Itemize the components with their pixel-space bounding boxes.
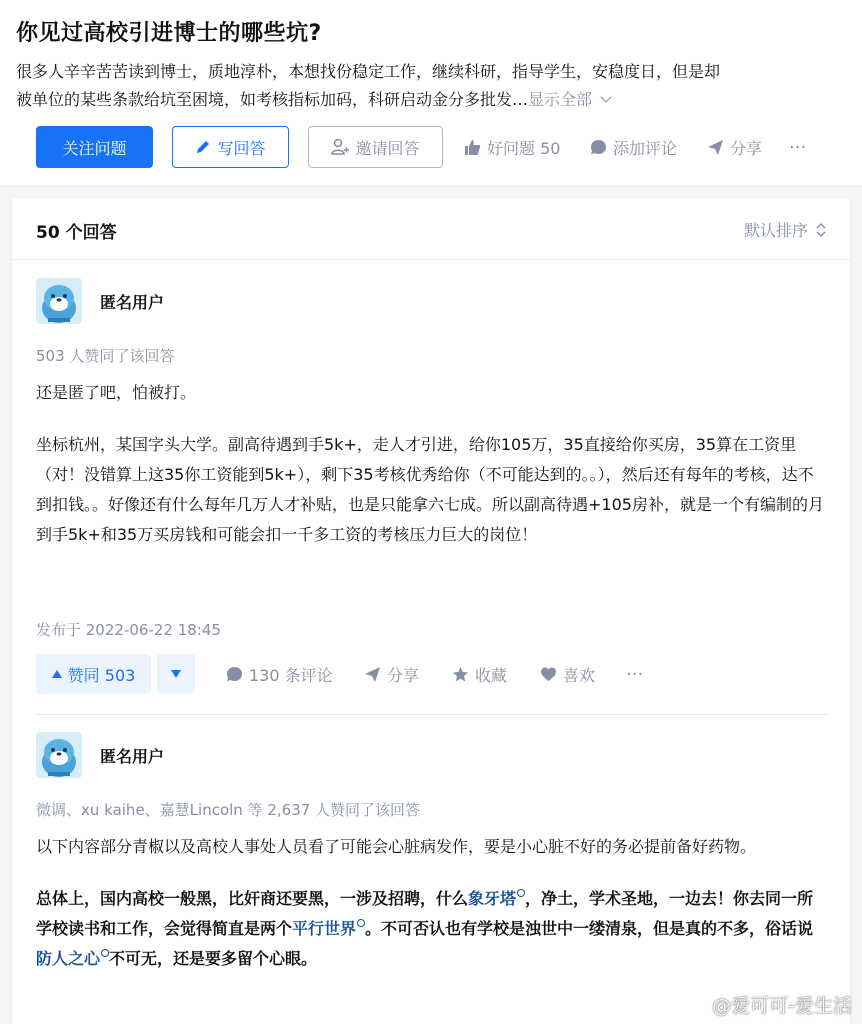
share-label: 分享 <box>730 138 763 158</box>
vote-summary: 微调、xu kaihe、嘉慧Lincoln 等 2,637 人赞同了该回答 <box>36 801 421 819</box>
comment-icon <box>226 666 243 683</box>
share-icon <box>707 139 724 156</box>
share-icon <box>364 666 381 683</box>
author-info <box>36 278 828 324</box>
thumbs-up-icon <box>464 139 481 156</box>
author-name[interactable]: 匿名用户 <box>100 293 165 312</box>
text-segment: ，净土，学术圣地，一边去！你去同一所学校读书和工作，会觉得简直是两个 <box>36 889 814 938</box>
author-name[interactable]: 匿名用户 <box>100 747 165 766</box>
answer-paragraph-bold <box>36 884 828 974</box>
like-label: 喜欢 <box>563 665 596 685</box>
heart-icon <box>540 666 557 683</box>
sort-dropdown[interactable] <box>744 218 826 241</box>
comment-icon <box>590 139 607 156</box>
downvote-button[interactable] <box>157 654 195 694</box>
follow-question-button[interactable]: 关注问题 <box>36 126 153 168</box>
question-actions <box>36 126 836 168</box>
triangle-up-icon <box>52 670 62 678</box>
search-icon <box>357 919 365 927</box>
answer-content <box>36 378 828 550</box>
anonymous-avatar-icon <box>36 278 82 324</box>
question-header <box>0 0 862 187</box>
share-answer-label: 分享 <box>387 665 420 685</box>
answer-paragraph: 还是匿了吧，怕被打。 <box>36 383 197 402</box>
comments-button[interactable] <box>226 654 333 694</box>
collect-label: 收藏 <box>475 665 508 685</box>
write-answer-button[interactable] <box>172 126 289 168</box>
keyword-link[interactable]: 平行世界 <box>292 919 357 938</box>
watermark-text: @爱可可-爱生活 <box>712 995 852 1017</box>
publish-time: 发布于 2022-06-22 18:45 <box>36 621 221 639</box>
description-line-2: 被单位的某些条款给坑至困境，如考核指标加码，科研启动金分多批发… <box>16 90 529 109</box>
chevron-down-icon[interactable] <box>600 91 611 102</box>
description-line-1: 很多人辛辛苦苦读到博士，质地淳朴，本想找份稳定工作，继续科研，指导学生，安稳度日，但是却 <box>16 62 721 81</box>
question-title[interactable]: 你见过高校引进博士的哪些坑? <box>16 21 322 46</box>
add-comment-button[interactable] <box>590 126 677 168</box>
pencil-icon <box>195 139 211 155</box>
comments-label: 130 条评论 <box>249 665 333 685</box>
answer-count: 50 个回答 <box>36 223 117 243</box>
answers-header <box>12 198 850 260</box>
weibo-watermark <box>686 991 852 1018</box>
add-comment-label: 添加评论 <box>613 138 678 158</box>
weibo-logo-icon <box>686 995 708 1015</box>
good-question-button[interactable] <box>464 126 560 168</box>
vote-summary: 503 人赞同了该回答 <box>36 347 175 365</box>
like-button[interactable] <box>540 654 595 694</box>
keyword-link[interactable]: 防人之心 <box>36 949 101 968</box>
answer-action-bar <box>36 654 828 694</box>
more-options-button[interactable]: ··· <box>626 663 644 685</box>
invite-answer-button[interactable] <box>308 126 443 168</box>
anonymous-avatar-icon <box>36 732 82 778</box>
sort-label: 默认排序 <box>743 221 808 240</box>
question-description <box>16 58 828 114</box>
answer-paragraph: 坐标杭州，某国字头大学。副高待遇到手5k+，走人才引进，给你105万，35直接给你买房，35算在工资里（对！没错算上这35你工资能到5k+），剩下35考核优秀给你（不可能达到的。。），然后还有每年的考核，达不到扣钱。。好像还有什么每年几万人才补贴，也是只能拿六七成。所以副高待遇+105房补，就是一个有编制的月到手5k+和35万买房钱和可能会扣一千多工资的考核压力巨大的岗位！ <box>36 435 824 544</box>
more-options-button[interactable]: ··· <box>789 136 807 158</box>
search-icon <box>101 949 109 957</box>
avatar[interactable] <box>36 732 82 778</box>
keyword-link[interactable]: 象牙塔 <box>468 889 517 908</box>
invite-answer-label: 邀请回答 <box>355 138 420 158</box>
text-segment: 。不可否认也有学校是浊世中一缕清泉，但是真的不多，俗话说 <box>365 919 814 938</box>
share-answer-button[interactable] <box>364 654 419 694</box>
text-segment: 不可无，还是要多留个心眼。 <box>109 949 318 968</box>
upvote-button[interactable] <box>36 654 151 694</box>
answer-content <box>36 832 828 974</box>
search-icon <box>517 889 525 897</box>
upvote-label: 赞同 503 <box>67 665 136 685</box>
answer-divider <box>36 714 828 715</box>
triangle-down-icon <box>171 670 181 678</box>
write-answer-label: 写回答 <box>217 138 266 158</box>
sort-arrows-icon <box>816 222 826 238</box>
text-segment: 总体上，国内高校一般黑，比奸商还要黑，一涉及招聘，什么 <box>36 889 469 908</box>
star-icon <box>452 666 469 683</box>
author-info <box>36 732 828 778</box>
avatar[interactable] <box>36 278 82 324</box>
good-question-label: 好问题 50 <box>487 138 561 158</box>
answer-item <box>36 732 828 996</box>
add-user-icon <box>331 138 349 156</box>
answer-paragraph: 以下内容部分青椒以及高校人事处人员看了可能会心脏病发作，要是小心脏不好的务必提前备好药物。 <box>36 837 757 856</box>
share-button[interactable] <box>707 126 762 168</box>
collect-button[interactable] <box>452 654 507 694</box>
answer-item <box>36 278 828 572</box>
show-all-link[interactable]: 显示全部 <box>528 90 593 109</box>
answers-card <box>12 198 850 1024</box>
